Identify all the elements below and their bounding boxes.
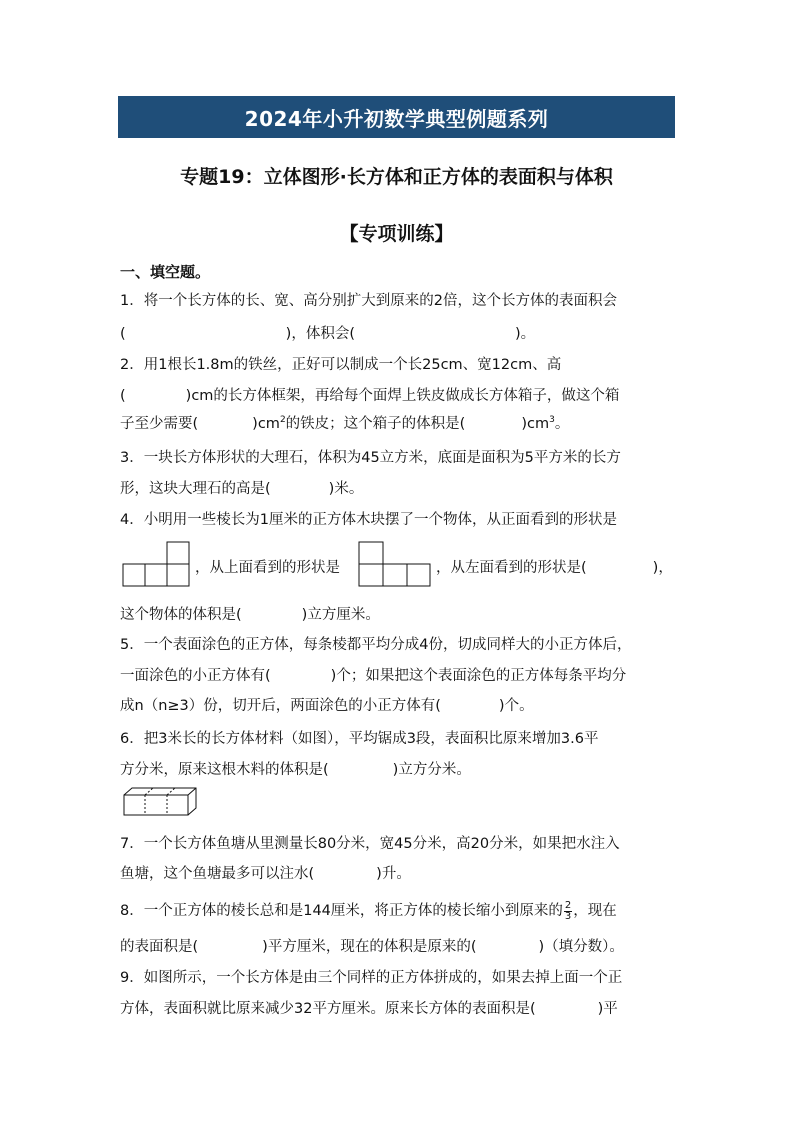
q8-line2: 的表面积是( )平方厘米，现在的体积是原来的( )（填分数）。: [120, 939, 624, 955]
q5-line1: 5．一个表面涂色的正方体，每条棱都平均分成4份，切成同样大的小正方体后，: [120, 637, 632, 653]
q6-line2: 方分米，原来这根木料的体积是( )立方分米。: [120, 762, 471, 778]
front-view-figure: [122, 540, 192, 588]
beam-figure: [122, 786, 198, 818]
q1-line1: 1．将一个长方体的长、宽、高分别扩大到原来的2倍，这个长方体的表面积会: [120, 293, 617, 309]
topic-title: 专题19：立体图形·长方体和正方体的表面积与体积: [180, 166, 613, 188]
q5-line2: 一面涂色的小正方体有( )个；如果把这个表面涂色的正方体每条平均分: [120, 668, 627, 684]
series-banner: 2024年小升初数学典型例题系列: [118, 96, 675, 138]
q7-line1: 7．一个长方体鱼塘从里测量长80分米，宽45分米，高20分米，如果把水注入: [120, 836, 620, 852]
q9-line2: 方体，表面积就比原来减少32平方厘米。原来长方体的表面积是( )平: [120, 1001, 618, 1017]
q4-line2b: ，从左面看到的形状是( )，: [436, 560, 673, 576]
q5-line3: 成n（n≥3）份，切开后，两面涂色的小正方体有( )个。: [120, 698, 534, 714]
q2-line3: 子至少需要( )$cm^2$的铁皮；这个箱子的体积是( )$cm^3$。: [120, 415, 570, 432]
q1-line2: ( )，体积会( )。: [120, 326, 536, 342]
q4-line3: 这个物体的体积是( )立方厘米。: [120, 607, 380, 623]
q4-line2a: ，从上面看到的形状是: [195, 560, 340, 576]
fraction-two-thirds: $\frac{2}{3}$: [564, 899, 572, 922]
q2-line1: 2．用1根长1.8m的铁丝，正好可以制成一个长25cm、宽12cm、高: [120, 357, 562, 373]
q9-line1: 9．如图所示，一个长方体是由三个同样的正方体拼成的，如果去掉上面一个正: [120, 970, 623, 986]
section-heading: 一、填空题。: [120, 263, 211, 281]
q8-line1: 8．一个正方体的棱长总和是144厘米，将正方体的棱长缩小到原来的 $\frac{2}{3}$ ，现在: [120, 899, 617, 922]
q3-line1: 3．一块长方体形状的大理石，体积为45立方米，底面是面积为5平方米的长方: [120, 450, 621, 466]
q4-line1: 4．小明用一些棱长为1厘米的正方体木块摆了一个物体，从正面看到的形状是: [120, 512, 617, 528]
q2-line2: ( )cm的长方体框架，再给每个面焊上铁皮做成长方体箱子，做这个箱: [120, 388, 620, 404]
training-heading: 【专项训练】: [339, 223, 454, 245]
top-view-figure: [358, 540, 432, 588]
q6-line1: 6．把3米长的长方体材料（如图），平均锯成3段，表面积比原来增加3.6平: [120, 731, 599, 747]
q7-line2: 鱼塘，这个鱼塘最多可以注水( )升。: [120, 866, 411, 882]
q3-line2: 形，这块大理石的高是( )米。: [120, 481, 364, 497]
